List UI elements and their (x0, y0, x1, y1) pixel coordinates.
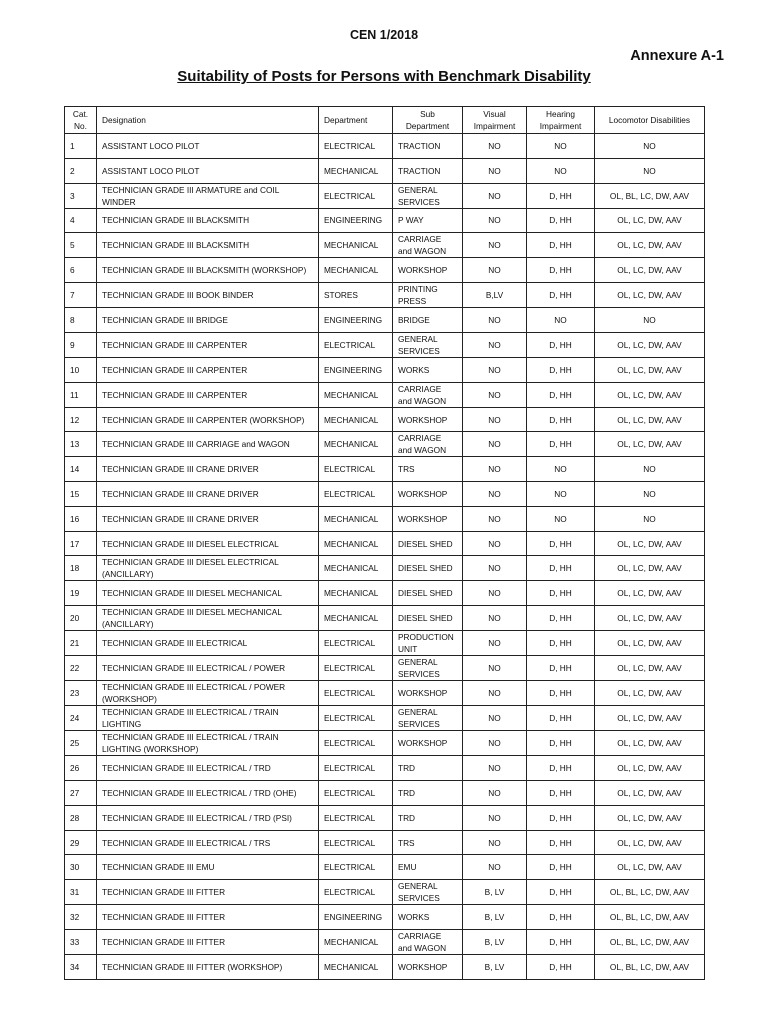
locomotor-disabilities-cell: OL, BL, LC, DW, AAV (595, 929, 705, 954)
designation-cell: TECHNICIAN GRADE III CRANE DRIVER (97, 482, 319, 507)
hearing-impairment-cell: D, HH (527, 830, 595, 855)
designation-cell: TECHNICIAN GRADE III CARPENTER (97, 332, 319, 357)
visual-impairment-cell: NO (463, 183, 527, 208)
department-cell: ELECTRICAL (319, 880, 393, 905)
cat-no-cell: 16 (65, 506, 97, 531)
designation-cell: TECHNICIAN GRADE III FITTER (97, 929, 319, 954)
visual-impairment-cell: NO (463, 407, 527, 432)
sub-department-cell: TRACTION (393, 158, 463, 183)
table-row (65, 233, 705, 258)
table-row (65, 830, 705, 855)
department-cell: ELECTRICAL (319, 183, 393, 208)
designation-cell: TECHNICIAN GRADE III CARPENTER (97, 357, 319, 382)
hearing-impairment-cell: D, HH (527, 432, 595, 457)
visual-impairment-cell: NO (463, 357, 527, 382)
department-cell: ELECTRICAL (319, 656, 393, 681)
locomotor-disabilities-cell: OL, LC, DW, AAV (595, 233, 705, 258)
table-body (65, 134, 705, 980)
locomotor-disabilities-cell: NO (595, 134, 705, 159)
hearing-impairment-cell: D, HH (527, 283, 595, 308)
visual-impairment-cell: NO (463, 656, 527, 681)
cat-no-cell: 5 (65, 233, 97, 258)
hearing-impairment-cell: D, HH (527, 208, 595, 233)
department-cell: ELECTRICAL (319, 482, 393, 507)
table-row (65, 407, 705, 432)
locomotor-disabilities-cell: OL, LC, DW, AAV (595, 581, 705, 606)
hearing-impairment-cell: D, HH (527, 357, 595, 382)
table-row (65, 905, 705, 930)
sub-department-cell: WORKSHOP (393, 258, 463, 283)
department-cell: MECHANICAL (319, 929, 393, 954)
designation-cell: TECHNICIAN GRADE III ELECTRICAL / POWER (97, 656, 319, 681)
designation-cell: TECHNICIAN GRADE III DIESEL MECHANICAL (97, 581, 319, 606)
hearing-impairment-cell: D, HH (527, 731, 595, 756)
hearing-impairment-cell: D, HH (527, 606, 595, 631)
table-row (65, 382, 705, 407)
cat-no-cell: 23 (65, 681, 97, 706)
sub-department-cell: PRODUCTION UNIT (393, 631, 463, 656)
cat-no-cell: 10 (65, 357, 97, 382)
visual-impairment-cell: NO (463, 308, 527, 333)
sub-department-cell: TRD (393, 756, 463, 781)
designation-cell: TECHNICIAN GRADE III ARMATURE and COIL WINDER (97, 183, 319, 208)
table-row (65, 855, 705, 880)
visual-impairment-cell: NO (463, 332, 527, 357)
annexure-label: Annexure A-1 (630, 48, 724, 64)
locomotor-disabilities-cell: OL, LC, DW, AAV (595, 656, 705, 681)
designation-cell: TECHNICIAN GRADE III EMU (97, 855, 319, 880)
designation-cell: TECHNICIAN GRADE III BLACKSMITH (97, 208, 319, 233)
cat-no-cell: 12 (65, 407, 97, 432)
locomotor-disabilities-cell: OL, LC, DW, AAV (595, 830, 705, 855)
designation-cell: TECHNICIAN GRADE III BLACKSMITH (WORKSHOP) (97, 258, 319, 283)
cat-no-cell: 1 (65, 134, 97, 159)
hearing-impairment-cell: NO (527, 457, 595, 482)
hearing-impairment-cell: D, HH (527, 905, 595, 930)
visual-impairment-cell: NO (463, 531, 527, 556)
table-row (65, 656, 705, 681)
department-cell: ENGINEERING (319, 208, 393, 233)
designation-cell: TECHNICIAN GRADE III ELECTRICAL (97, 631, 319, 656)
locomotor-disabilities-cell: OL, LC, DW, AAV (595, 631, 705, 656)
department-cell: ELECTRICAL (319, 855, 393, 880)
cat-no-cell: 34 (65, 954, 97, 979)
table-row (65, 805, 705, 830)
hearing-impairment-cell: D, HH (527, 531, 595, 556)
locomotor-disabilities-cell: OL, LC, DW, AAV (595, 805, 705, 830)
sub-department-cell: EMU (393, 855, 463, 880)
table-row (65, 482, 705, 507)
locomotor-disabilities-cell: OL, LC, DW, AAV (595, 706, 705, 731)
designation-cell: TECHNICIAN GRADE III CARPENTER (WORKSHOP) (97, 407, 319, 432)
exam-code: CEN 1/2018 (349, 28, 419, 42)
designation-cell: ASSISTANT LOCO PILOT (97, 134, 319, 159)
cat-no-cell: 15 (65, 482, 97, 507)
department-cell: MECHANICAL (319, 258, 393, 283)
visual-impairment-cell: NO (463, 606, 527, 631)
locomotor-disabilities-cell: OL, LC, DW, AAV (595, 432, 705, 457)
hearing-impairment-cell: D, HH (527, 706, 595, 731)
table-row (65, 134, 705, 159)
hearing-impairment-cell: D, HH (527, 855, 595, 880)
locomotor-disabilities-cell: OL, LC, DW, AAV (595, 407, 705, 432)
table-row (65, 531, 705, 556)
sub-department-cell: GENERAL SERVICES (393, 332, 463, 357)
hearing-impairment-cell: D, HH (527, 756, 595, 781)
locomotor-disabilities-cell: OL, BL, LC, DW, AAV (595, 954, 705, 979)
table-row (65, 283, 705, 308)
hearing-impairment-cell: D, HH (527, 332, 595, 357)
department-cell: ELECTRICAL (319, 631, 393, 656)
cat-no-cell: 28 (65, 805, 97, 830)
department-cell: ELECTRICAL (319, 134, 393, 159)
designation-cell: TECHNICIAN GRADE III CARPENTER (97, 382, 319, 407)
locomotor-disabilities-cell: OL, LC, DW, AAV (595, 556, 705, 581)
department-cell: MECHANICAL (319, 581, 393, 606)
table-row (65, 954, 705, 979)
sub-department-cell: CARRIAGE and WAGON (393, 432, 463, 457)
sub-department-cell: GENERAL SERVICES (393, 880, 463, 905)
visual-impairment-cell: NO (463, 134, 527, 159)
table-row (65, 357, 705, 382)
visual-impairment-cell: NO (463, 706, 527, 731)
locomotor-disabilities-cell: OL, LC, DW, AAV (595, 756, 705, 781)
cat-no-cell: 25 (65, 731, 97, 756)
table-row (65, 258, 705, 283)
hearing-impairment-cell: NO (527, 134, 595, 159)
sub-department-cell: CARRIAGE and WAGON (393, 929, 463, 954)
cat-no-cell: 20 (65, 606, 97, 631)
visual-impairment-cell: NO (463, 855, 527, 880)
table-row (65, 506, 705, 531)
sub-department-cell: PRINTING PRESS (393, 283, 463, 308)
designation-cell: TECHNICIAN GRADE III CRANE DRIVER (97, 457, 319, 482)
sub-department-cell: WORKSHOP (393, 954, 463, 979)
designation-cell: TECHNICIAN GRADE III FITTER (97, 880, 319, 905)
hearing-impairment-cell: NO (527, 506, 595, 531)
hearing-impairment-cell: D, HH (527, 954, 595, 979)
department-cell: MECHANICAL (319, 158, 393, 183)
sub-department-cell: TRACTION (393, 134, 463, 159)
table-row (65, 706, 705, 731)
cat-no-cell: 22 (65, 656, 97, 681)
cat-no-cell: 31 (65, 880, 97, 905)
table-row (65, 731, 705, 756)
hearing-impairment-cell: D, HH (527, 556, 595, 581)
table-row (65, 308, 705, 333)
cat-no-cell: 27 (65, 781, 97, 806)
table-row (65, 158, 705, 183)
designation-cell: TECHNICIAN GRADE III DIESEL ELECTRICAL (ANCILLARY) (97, 556, 319, 581)
sub-department-cell: WORKSHOP (393, 681, 463, 706)
cat-no-cell: 21 (65, 631, 97, 656)
sub-department-cell: GENERAL SERVICES (393, 656, 463, 681)
hearing-impairment-cell: D, HH (527, 631, 595, 656)
visual-impairment-cell: B, LV (463, 929, 527, 954)
sub-department-cell: TRD (393, 781, 463, 806)
sub-department-cell: GENERAL SERVICES (393, 706, 463, 731)
locomotor-disabilities-cell: OL, LC, DW, AAV (595, 283, 705, 308)
cat-no-cell: 9 (65, 332, 97, 357)
department-cell: ELECTRICAL (319, 731, 393, 756)
designation-cell: TECHNICIAN GRADE III DIESEL MECHANICAL (ANCILLARY) (97, 606, 319, 631)
table-row (65, 183, 705, 208)
locomotor-disabilities-cell: NO (595, 482, 705, 507)
designation-cell: TECHNICIAN GRADE III ELECTRICAL / TRD (PSI) (97, 805, 319, 830)
hearing-impairment-cell: D, HH (527, 407, 595, 432)
designation-cell: TECHNICIAN GRADE III DIESEL ELECTRICAL (97, 531, 319, 556)
visual-impairment-cell: NO (463, 382, 527, 407)
table-row (65, 781, 705, 806)
locomotor-disabilities-cell: OL, LC, DW, AAV (595, 208, 705, 233)
visual-impairment-cell: NO (463, 208, 527, 233)
department-cell: MECHANICAL (319, 556, 393, 581)
designation-cell: TECHNICIAN GRADE III BLACKSMITH (97, 233, 319, 258)
designation-cell: TECHNICIAN GRADE III ELECTRICAL / TRD (OHE) (97, 781, 319, 806)
sub-department-cell: CARRIAGE and WAGON (393, 233, 463, 258)
locomotor-disabilities-cell: OL, LC, DW, AAV (595, 731, 705, 756)
table-row (65, 929, 705, 954)
department-cell: ELECTRICAL (319, 332, 393, 357)
department-cell: MECHANICAL (319, 233, 393, 258)
department-cell: ELECTRICAL (319, 681, 393, 706)
department-cell: ELECTRICAL (319, 706, 393, 731)
col-header-cat-no: Cat. No. (65, 107, 97, 134)
col-header-visual-impairment: Visual Impairment (463, 107, 527, 134)
department-cell: MECHANICAL (319, 531, 393, 556)
visual-impairment-cell: NO (463, 158, 527, 183)
col-header-designation: Designation (97, 107, 319, 134)
department-cell: ELECTRICAL (319, 756, 393, 781)
visual-impairment-cell: B, LV (463, 880, 527, 905)
department-cell: MECHANICAL (319, 432, 393, 457)
page-title: Suitability of Posts for Persons with Benchmark Disability (177, 68, 591, 85)
hearing-impairment-cell: D, HH (527, 880, 595, 905)
locomotor-disabilities-cell: OL, LC, DW, AAV (595, 332, 705, 357)
sub-department-cell: WORKSHOP (393, 407, 463, 432)
table-row (65, 581, 705, 606)
hearing-impairment-cell: NO (527, 308, 595, 333)
table-row (65, 208, 705, 233)
cat-no-cell: 3 (65, 183, 97, 208)
cat-no-cell: 26 (65, 756, 97, 781)
cat-no-cell: 11 (65, 382, 97, 407)
hearing-impairment-cell: D, HH (527, 581, 595, 606)
department-cell: MECHANICAL (319, 382, 393, 407)
designation-cell: TECHNICIAN GRADE III ELECTRICAL / TRAIN LIGHTING (WORKSHOP) (97, 731, 319, 756)
designation-cell: TECHNICIAN GRADE III BRIDGE (97, 308, 319, 333)
hearing-impairment-cell: D, HH (527, 805, 595, 830)
visual-impairment-cell: NO (463, 556, 527, 581)
designation-cell: TECHNICIAN GRADE III ELECTRICAL / TRS (97, 830, 319, 855)
sub-department-cell: TRD (393, 805, 463, 830)
sub-department-cell: BRIDGE (393, 308, 463, 333)
locomotor-disabilities-cell: OL, LC, DW, AAV (595, 382, 705, 407)
designation-cell: TECHNICIAN GRADE III ELECTRICAL / TRAIN LIGHTING (97, 706, 319, 731)
table-header-row (65, 107, 705, 134)
locomotor-disabilities-cell: OL, BL, LC, DW, AAV (595, 183, 705, 208)
visual-impairment-cell: NO (463, 581, 527, 606)
visual-impairment-cell: NO (463, 805, 527, 830)
locomotor-disabilities-cell: NO (595, 158, 705, 183)
designation-cell: TECHNICIAN GRADE III FITTER (97, 905, 319, 930)
designation-cell: TECHNICIAN GRADE III BOOK BINDER (97, 283, 319, 308)
cat-no-cell: 4 (65, 208, 97, 233)
department-cell: ENGINEERING (319, 357, 393, 382)
cat-no-cell: 7 (65, 283, 97, 308)
department-cell: MECHANICAL (319, 407, 393, 432)
sub-department-cell: CARRIAGE and WAGON (393, 382, 463, 407)
sub-department-cell: WORKSHOP (393, 731, 463, 756)
locomotor-disabilities-cell: OL, LC, DW, AAV (595, 855, 705, 880)
locomotor-disabilities-cell: OL, LC, DW, AAV (595, 681, 705, 706)
cat-no-cell: 33 (65, 929, 97, 954)
cat-no-cell: 13 (65, 432, 97, 457)
visual-impairment-cell: NO (463, 756, 527, 781)
locomotor-disabilities-cell: OL, BL, LC, DW, AAV (595, 905, 705, 930)
hearing-impairment-cell: D, HH (527, 233, 595, 258)
table-row (65, 457, 705, 482)
visual-impairment-cell: B,LV (463, 283, 527, 308)
table-row (65, 556, 705, 581)
visual-impairment-cell: NO (463, 631, 527, 656)
designation-cell: TECHNICIAN GRADE III CARRIAGE and WAGON (97, 432, 319, 457)
hearing-impairment-cell: D, HH (527, 656, 595, 681)
visual-impairment-cell: NO (463, 781, 527, 806)
cat-no-cell: 18 (65, 556, 97, 581)
sub-department-cell: WORKSHOP (393, 506, 463, 531)
sub-department-cell: TRS (393, 830, 463, 855)
col-header-locomotor-disabilities: Locomotor Disabilities (595, 107, 705, 134)
locomotor-disabilities-cell: OL, LC, DW, AAV (595, 258, 705, 283)
visual-impairment-cell: NO (463, 681, 527, 706)
visual-impairment-cell: NO (463, 506, 527, 531)
hearing-impairment-cell: D, HH (527, 258, 595, 283)
table-row (65, 880, 705, 905)
locomotor-disabilities-cell: OL, LC, DW, AAV (595, 606, 705, 631)
locomotor-disabilities-cell: NO (595, 457, 705, 482)
department-cell: ENGINEERING (319, 905, 393, 930)
designation-cell: ASSISTANT LOCO PILOT (97, 158, 319, 183)
col-header-hearing-impairment: Hearing Impairment (527, 107, 595, 134)
designation-cell: TECHNICIAN GRADE III ELECTRICAL / TRD (97, 756, 319, 781)
visual-impairment-cell: B, LV (463, 954, 527, 979)
visual-impairment-cell: NO (463, 258, 527, 283)
locomotor-disabilities-cell: NO (595, 506, 705, 531)
locomotor-disabilities-cell: OL, LC, DW, AAV (595, 531, 705, 556)
table-row (65, 756, 705, 781)
table-row (65, 631, 705, 656)
table-row (65, 332, 705, 357)
table-row (65, 606, 705, 631)
locomotor-disabilities-cell: NO (595, 308, 705, 333)
visual-impairment-cell: B, LV (463, 905, 527, 930)
department-cell: ELECTRICAL (319, 781, 393, 806)
cat-no-cell: 32 (65, 905, 97, 930)
table-row (65, 681, 705, 706)
sub-department-cell: WORKS (393, 905, 463, 930)
locomotor-disabilities-cell: OL, BL, LC, DW, AAV (595, 880, 705, 905)
hearing-impairment-cell: D, HH (527, 183, 595, 208)
sub-department-cell: DIESEL SHED (393, 531, 463, 556)
cat-no-cell: 30 (65, 855, 97, 880)
sub-department-cell: P WAY (393, 208, 463, 233)
col-header-department: Department (319, 107, 393, 134)
cat-no-cell: 19 (65, 581, 97, 606)
hearing-impairment-cell: D, HH (527, 382, 595, 407)
cat-no-cell: 24 (65, 706, 97, 731)
department-cell: ELECTRICAL (319, 457, 393, 482)
cat-no-cell: 6 (65, 258, 97, 283)
col-header-sub-department: Sub Department (393, 107, 463, 134)
hearing-impairment-cell: D, HH (527, 929, 595, 954)
designation-cell: TECHNICIAN GRADE III FITTER (WORKSHOP) (97, 954, 319, 979)
suitability-table (64, 106, 705, 980)
locomotor-disabilities-cell: OL, LC, DW, AAV (595, 781, 705, 806)
sub-department-cell: WORKSHOP (393, 482, 463, 507)
department-cell: ENGINEERING (319, 308, 393, 333)
department-cell: MECHANICAL (319, 506, 393, 531)
hearing-impairment-cell: NO (527, 482, 595, 507)
sub-department-cell: DIESEL SHED (393, 606, 463, 631)
sub-department-cell: GENERAL SERVICES (393, 183, 463, 208)
visual-impairment-cell: NO (463, 457, 527, 482)
hearing-impairment-cell: NO (527, 158, 595, 183)
sub-department-cell: TRS (393, 457, 463, 482)
department-cell: ELECTRICAL (319, 805, 393, 830)
sub-department-cell: DIESEL SHED (393, 581, 463, 606)
cat-no-cell: 29 (65, 830, 97, 855)
department-cell: MECHANICAL (319, 606, 393, 631)
visual-impairment-cell: NO (463, 432, 527, 457)
cat-no-cell: 17 (65, 531, 97, 556)
hearing-impairment-cell: D, HH (527, 681, 595, 706)
designation-cell: TECHNICIAN GRADE III ELECTRICAL / POWER (WORKSHOP) (97, 681, 319, 706)
visual-impairment-cell: NO (463, 830, 527, 855)
visual-impairment-cell: NO (463, 233, 527, 258)
hearing-impairment-cell: D, HH (527, 781, 595, 806)
visual-impairment-cell: NO (463, 731, 527, 756)
cat-no-cell: 2 (65, 158, 97, 183)
sub-department-cell: DIESEL SHED (393, 556, 463, 581)
department-cell: ELECTRICAL (319, 830, 393, 855)
locomotor-disabilities-cell: OL, LC, DW, AAV (595, 357, 705, 382)
table-row (65, 432, 705, 457)
department-cell: MECHANICAL (319, 954, 393, 979)
sub-department-cell: WORKS (393, 357, 463, 382)
designation-cell: TECHNICIAN GRADE III CRANE DRIVER (97, 506, 319, 531)
cat-no-cell: 8 (65, 308, 97, 333)
visual-impairment-cell: NO (463, 482, 527, 507)
cat-no-cell: 14 (65, 457, 97, 482)
department-cell: STORES (319, 283, 393, 308)
